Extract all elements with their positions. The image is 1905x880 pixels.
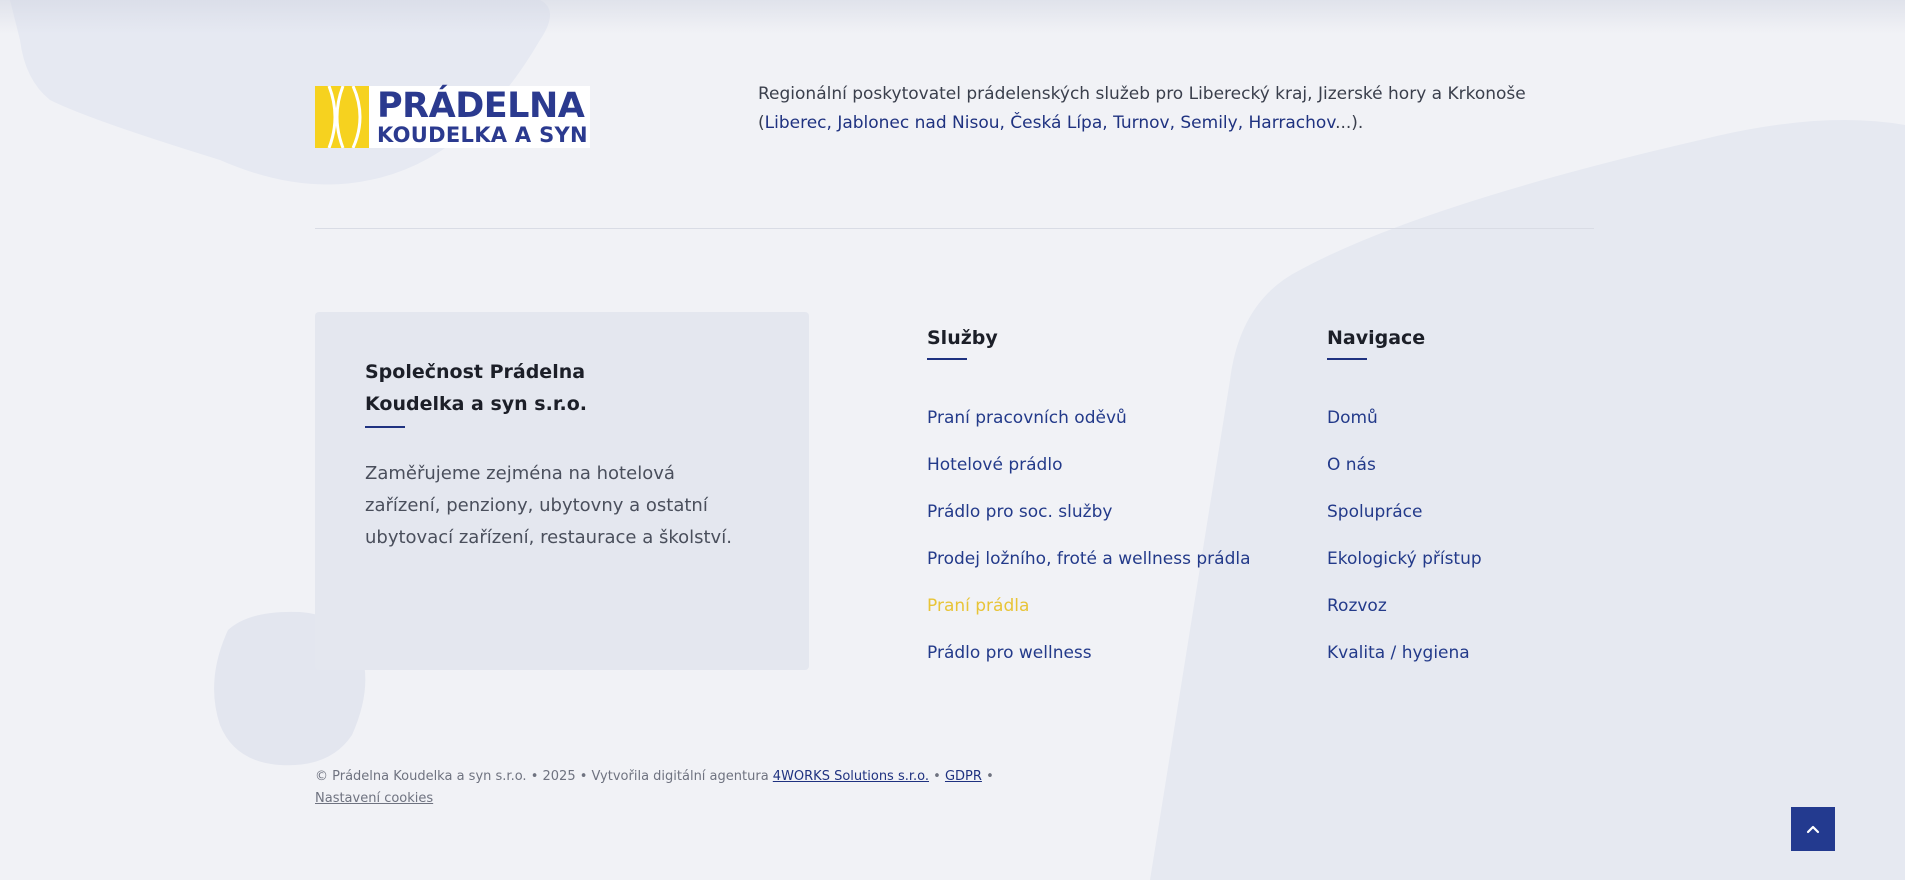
company-card — [315, 312, 809, 670]
services-link-5[interactable]: Prádlo pro wellness — [927, 643, 1092, 663]
navigation-link-4[interactable]: Rozvoz — [1327, 596, 1387, 616]
laundry-logo-icon — [315, 86, 369, 148]
company-title: Společnost Prádelna Koudelka a syn s.r.o. — [365, 361, 587, 415]
navigation-link-5[interactable]: Kvalita / hygiena — [1327, 643, 1470, 663]
navigation-list — [1327, 407, 1482, 689]
navigation-link-1[interactable]: O nás — [1327, 455, 1376, 475]
copyright-text: © Prádelna Koudelka a syn s.r.o. • 2025 • Vytvořila digitální agentura — [315, 769, 769, 784]
navigation-link-3[interactable]: Ekologický přístup — [1327, 549, 1482, 569]
separator: • — [986, 769, 994, 784]
services-list — [927, 407, 1251, 689]
company-title-underline — [365, 426, 405, 428]
navigation-link-2[interactable]: Spolupráce — [1327, 502, 1423, 522]
logo-wordmark — [377, 88, 588, 146]
cookie-settings-link[interactable]: Nastavení cookies — [315, 791, 434, 806]
chevron-up-icon — [1806, 824, 1820, 834]
logo-line-1: PRÁDELNA — [377, 86, 585, 126]
navigation-title: Navigace — [1327, 327, 1426, 349]
company-description: Zaměřujeme zejména na hotelová zařízení, penziony, ubytovny a ostatní ubytovací zařízení, restaurace a školství. — [365, 463, 732, 548]
services-link-1[interactable]: Hotelové prádlo — [927, 455, 1063, 475]
back-to-top-button[interactable] — [1791, 807, 1835, 851]
services-link-2[interactable]: Prádlo pro soc. služby — [927, 502, 1113, 522]
intro-open-paren: ( — [758, 113, 765, 133]
agency-link[interactable]: 4WORKS Solutions s.r.o. — [772, 769, 930, 784]
services-title: Služby — [927, 327, 998, 349]
divider — [315, 228, 1594, 229]
logo-line-2: KOUDELKA A SYN — [377, 123, 588, 147]
intro-text — [758, 80, 1558, 138]
navigation-link-0[interactable]: Domů — [1327, 408, 1378, 428]
services-link-0[interactable]: Praní pracovních oděvů — [927, 408, 1127, 428]
intro-close: ...). — [1335, 113, 1364, 133]
navigation-title-underline — [1327, 358, 1367, 360]
intro-description: Regionální poskytovatel prádelenských služeb pro Liberecký kraj, Jizerské hory a Krkonoše — [758, 84, 1526, 104]
services-link-4[interactable]: Praní prádla — [927, 596, 1030, 616]
intro-cities: Liberec, Jablonec nad Nisou, Česká Lípa, Turnov, Semily, Harrachov — [764, 113, 1336, 133]
services-link-3[interactable]: Prodej ložního, froté a wellness prádla — [927, 549, 1251, 569]
services-title-underline — [927, 358, 967, 360]
separator: • — [933, 769, 941, 784]
copyright-bar — [315, 766, 1015, 810]
company-logo[interactable] — [315, 86, 590, 148]
gdpr-link[interactable]: GDPR — [944, 769, 982, 784]
